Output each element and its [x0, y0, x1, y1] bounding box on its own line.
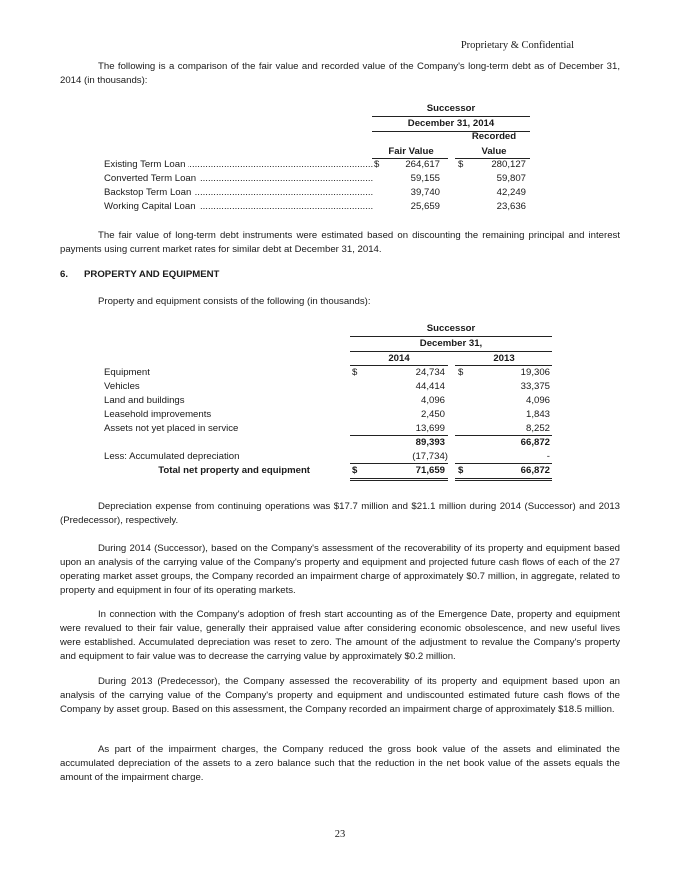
ppe-col-2014-header: 2014 — [388, 353, 410, 364]
debt-date-header: December 31, 2014 — [407, 118, 495, 129]
debt-row-label: Working Capital Loan — [104, 201, 199, 212]
page-number: 23 — [334, 829, 346, 840]
debt-row-label: Converted Term Loan — [104, 173, 199, 184]
ppe-group-header: Successor — [426, 323, 476, 334]
fair-value-paragraph: The fair value of long-term debt instruments were estimated based on discounting the remaining principal and interest payments using current market rates for similar debt at December 31, 2014. — [60, 230, 620, 255]
section-title: PROPERTY AND EQUIPMENT — [84, 269, 220, 280]
body-paragraph: As part of the impairment charges, the Company reduced the gross book value of the assets and eliminated the accumulated depreciation of the assets to a zero balance such that the reduction in the net book value of the assets equals the amount of the impairment charge. — [60, 744, 620, 783]
body-paragraph: In connection with the Company's adoption of fresh start accounting as of the Emergence Date, property and equipment were revalued to their fair value, generally their appraised value after considering economic obsolescence, and new useful lives were established. Accumulated depreciation was reset to zero. The amount of the adjustment to revalue the Company's property and equipment to fair value was to decrease the carrying value by approximately $0.2 million. — [60, 609, 620, 662]
debt-recorded-value: 23,636 — [496, 201, 526, 212]
debt-fair-value: 59,155 — [410, 173, 440, 184]
currency-symbol: $ — [352, 465, 358, 476]
debt-row-label: Backstop Term Loan — [104, 187, 194, 198]
body-paragraph: During 2014 (Successor), based on the Company's assessment of the recoverability of its property and equipment based upon an analysis of the carrying value of the Company's property and equipment and projected future cash flows of each of the 27 operating market asset groups, the Company recorded an impairment charge of approximately $0.7 million, in aggregate, related to property and equipment in four of its operating markets. — [60, 543, 620, 596]
currency-symbol: $ — [374, 159, 380, 170]
currency-symbol: $ — [458, 367, 464, 378]
ppe-date-header: December 31, — [419, 338, 483, 349]
debt-recorded-value: 59,807 — [496, 173, 526, 184]
debt-fair-value: 25,659 — [410, 201, 440, 212]
ppe-value-2014: 24,734 — [415, 367, 445, 378]
ppe-row-label: Equipment — [104, 367, 150, 378]
ppe-value-2013: 33,375 — [520, 381, 550, 392]
debt-recorded-value: 42,249 — [496, 187, 526, 198]
ppe-value-2014: 13,699 — [415, 423, 445, 434]
ppe-value-2014: 4,096 — [420, 395, 445, 406]
ppe-value-2013: 1,843 — [525, 409, 550, 420]
currency-symbol: $ — [458, 465, 464, 476]
debt-col2-header-line2: Value — [481, 146, 507, 157]
debt-recorded-value: 280,127 — [491, 159, 526, 170]
ppe-value-2014: 2,450 — [420, 409, 445, 420]
ppe-value-2014: 44,414 — [415, 381, 445, 392]
intro-paragraph: The following is a comparison of the fair value and recorded value of the Company's long-term debt as of December 31, 2014 (in thousands): — [60, 61, 620, 86]
body-paragraph: During 2013 (Predecessor), the Company assessed the recoverability of its property and equipment based upon an analysis of the carrying value of the Company's property and equipment and undiscounted estimated future cash flows of the Company by asset group. Based on this assessment, the Company recorded an impairment charge of approximately $18.5 million. — [60, 676, 620, 715]
ppe-intro: Property and equipment consists of the following (in thousands): — [98, 296, 371, 307]
page-header: Proprietary & Confidential — [460, 40, 574, 51]
section-number: 6. — [60, 269, 69, 280]
ppe-accum-label: Less: Accumulated depreciation — [104, 451, 240, 462]
debt-row-label: Existing Term Loan — [104, 159, 188, 170]
ppe-total-2014: 71,659 — [415, 465, 445, 476]
debt-col1-header: Fair Value — [388, 146, 434, 157]
ppe-col-2013-header: 2013 — [493, 353, 515, 364]
debt-group-header: Successor — [426, 103, 476, 114]
ppe-row-label: Assets not yet placed in service — [104, 423, 239, 434]
ppe-row-label: Vehicles — [104, 381, 140, 392]
debt-fair-value: 264,617 — [405, 159, 440, 170]
ppe-subtotal-2013: 66,872 — [520, 437, 550, 448]
ppe-accum-2013: - — [546, 451, 550, 462]
currency-symbol: $ — [458, 159, 464, 170]
ppe-value-2013: 8,252 — [525, 423, 550, 434]
currency-symbol: $ — [352, 367, 358, 378]
ppe-accum-2014: (17,734) — [412, 451, 448, 462]
debt-fair-value: 39,740 — [410, 187, 440, 198]
ppe-row-label: Land and buildings — [104, 395, 185, 406]
debt-col2-header-line1: Recorded — [471, 131, 517, 142]
ppe-value-2013: 4,096 — [525, 395, 550, 406]
ppe-total-label: Total net property and equipment — [158, 465, 310, 476]
ppe-row-label: Leasehold improvements — [104, 409, 212, 420]
ppe-value-2013: 19,306 — [520, 367, 550, 378]
ppe-subtotal-2014: 89,393 — [415, 437, 445, 448]
ppe-total-2013: 66,872 — [520, 465, 550, 476]
body-paragraph: Depreciation expense from continuing operations was $17.7 million and $21.1 million during 2014 (Successor) and 2013 (Predecessor), respectively. — [60, 501, 620, 526]
